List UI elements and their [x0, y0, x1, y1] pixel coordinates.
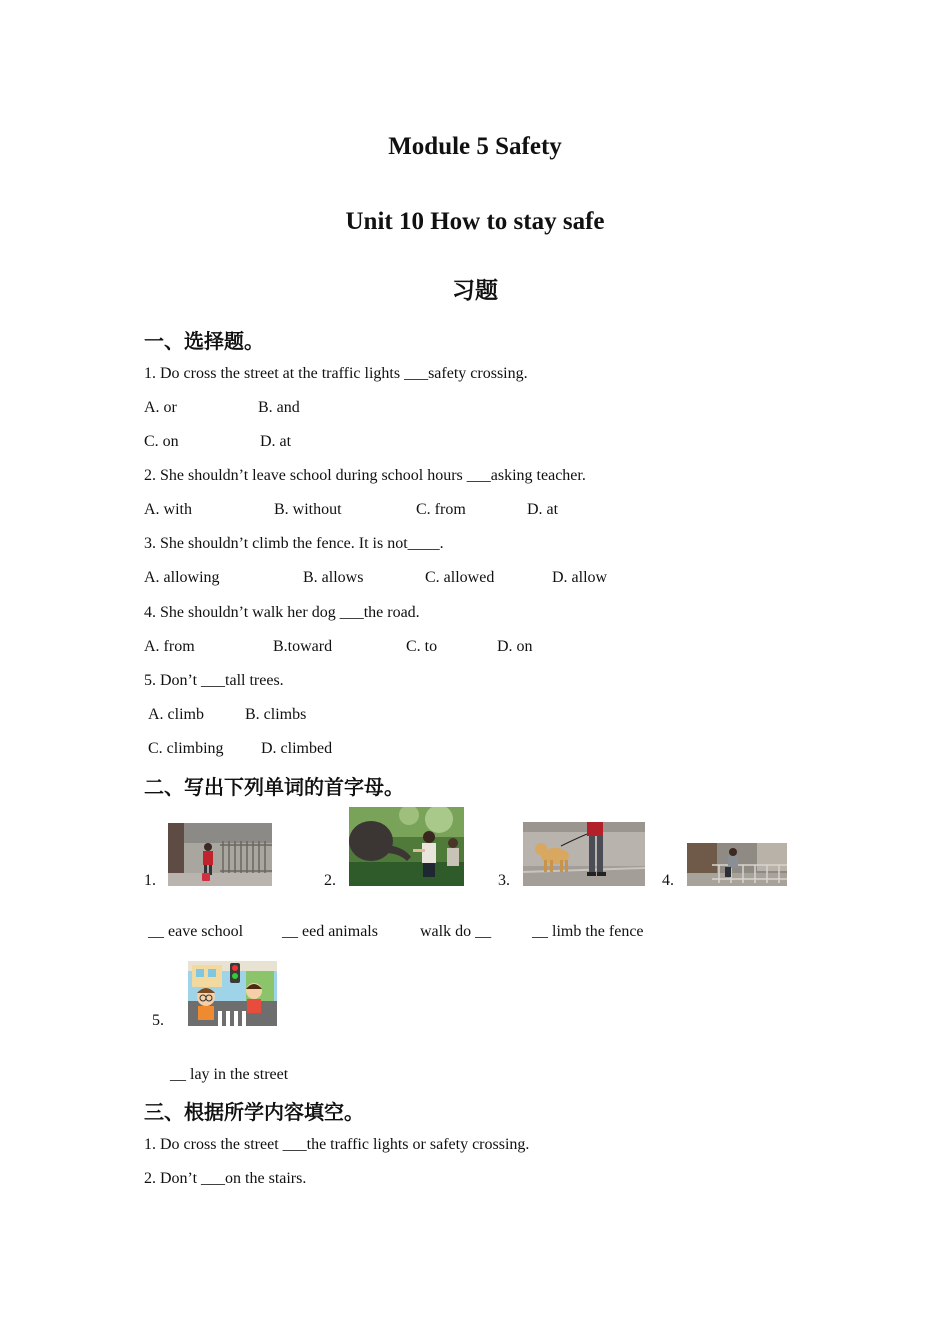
s3-question-1: 1. Do cross the street ___the traffic lights or safety crossing. [144, 1136, 530, 1153]
unit-title: Unit 10 How to stay safe [345, 208, 605, 235]
s3-question-2: 2. Don’t ___on the stairs. [144, 1170, 307, 1187]
page-title: Module 5 Safety [388, 133, 562, 160]
q3-option-c: C. allowed [425, 569, 495, 586]
q4-option-b: B.toward [273, 638, 333, 655]
q4-stem: 4. She shouldn’t walk her dog ___the road. [144, 604, 420, 621]
q4-option-c: C. to [406, 638, 438, 655]
item2-phrase: __ eed animals [282, 923, 378, 940]
child-leaving-school-photo-icon [168, 823, 272, 886]
item5-phrase: __ lay in the street [170, 1066, 289, 1083]
q5-stem: 5. Don’t ___tall trees. [144, 672, 284, 689]
q2-stem: 2. She shouldn’t leave school during school hours ___asking teacher. [144, 467, 586, 484]
walking-dog-photo-icon [523, 822, 645, 886]
item2-number: 2. [324, 872, 336, 889]
q5-option-b: B. climbs [245, 706, 307, 723]
climbing-fence-photo-icon [687, 843, 787, 886]
q1-option-c: C. on [144, 433, 179, 450]
section2-heading: 二、写出下列单词的首字母。 [144, 775, 404, 799]
q1-stem: 1. Do cross the street at the traffic lights ___safety crossing. [144, 365, 528, 382]
item1-phrase: __ eave school [148, 923, 244, 940]
feeding-elephant-photo-icon [349, 807, 464, 886]
q3-option-a: A. allowing [144, 569, 220, 586]
item4-phrase: __ limb the fence [532, 923, 644, 940]
section1-heading: 一、选择题。 [144, 329, 264, 353]
q1-option-b: B. and [258, 399, 300, 416]
item4-number: 4. [662, 872, 674, 889]
q5-option-c: C. climbing [148, 740, 224, 757]
item5-number: 5. [152, 1012, 164, 1029]
q4-option-d: D. on [497, 638, 533, 655]
item3-number: 3. [498, 872, 510, 889]
q5-option-a: A. climb [148, 706, 204, 723]
q3-option-d: D. allow [552, 569, 608, 586]
item3-phrase: walk do __ [420, 923, 492, 940]
q4-option-a: A. from [144, 638, 195, 655]
q5-option-d: D. climbed [261, 740, 333, 757]
q3-option-b: B. allows [303, 569, 364, 586]
section3-heading: 三、根据所学内容填空。 [144, 1100, 364, 1124]
q1-option-d: D. at [260, 433, 292, 450]
q2-option-b: B. without [274, 501, 342, 518]
q1-option-a: A. or [144, 399, 177, 416]
q2-option-d: D. at [527, 501, 559, 518]
children-playing-street-cartoon-icon [188, 961, 277, 1026]
q3-stem: 3. She shouldn’t climb the fence. It is not____. [144, 535, 444, 552]
q2-option-c: C. from [416, 501, 466, 518]
exercise-label: 习题 [452, 278, 498, 304]
q2-option-a: A. with [144, 501, 192, 518]
item1-number: 1. [144, 872, 156, 889]
